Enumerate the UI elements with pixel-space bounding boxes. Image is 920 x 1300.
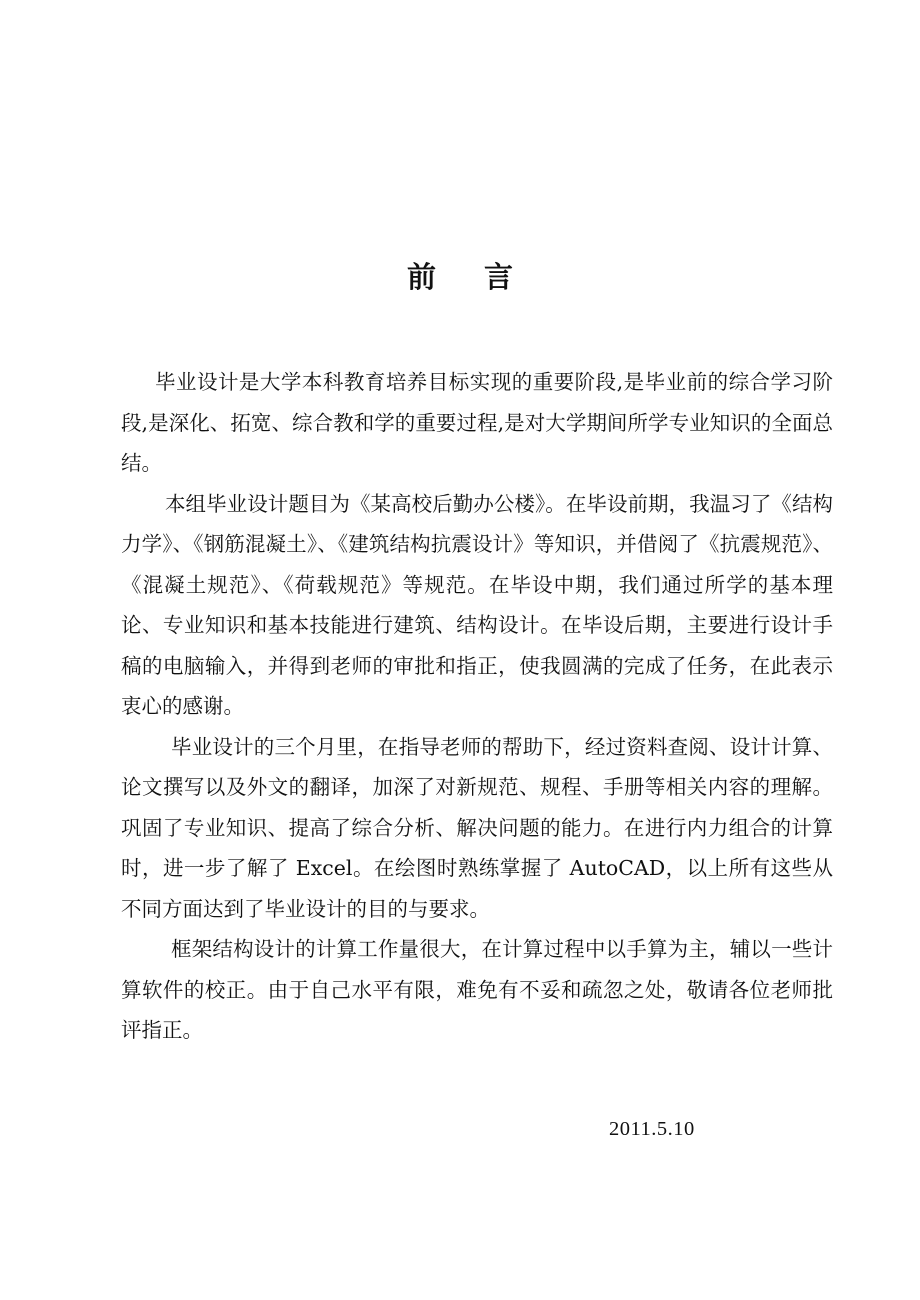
document-body <box>121 362 833 1051</box>
paragraph-3: 毕业设计的三个月里，在指导老师的帮助下，经过资料查阅、设计计算、论文撰写以及外文的翻译，加深了对新规范、规程、手册等相关内容的理解。巩固了专业知识、提高了综合分析、解决问题的能力。在进行内力组合的计算时，进一步了解了 Excel。在绘图时熟练掌握了 AutoCAD，以上所有这些从不同方面达到了毕业设计的目的与要求。 <box>121 734 833 921</box>
paragraph-1: 毕业设计是大学本科教育培养目标实现的重要阶段,是毕业前的综合学习阶段,是深化、拓宽、综合教和学的重要过程,是对大学期间所学专业知识的全面总结。 <box>121 370 833 475</box>
document-title: 前言 <box>406 260 561 294</box>
paragraph-4: 框架结构设计的计算工作量很大，在计算过程中以手算为主，辅以一些计算软件的校正。由于自己水平有限，难免有不妥和疏忽之处，敬请各位老师批评指正。 <box>121 937 833 1042</box>
paragraph-2: 本组毕业设计题目为《某高校后勤办公楼》。在毕设前期，我温习了《结构力学》、《钢筋混凝土》、《建筑结构抗震设计》等知识，并借阅了《抗震规范》、《混凝土规范》、《荷载规范》等规范。在毕设中期，我们通过所学的基本理论、专业知识和基本技能进行建筑、结构设计。在毕设后期，主要进行设计手稿的电脑输入，并得到老师的审批和指正，使我圆满的完成了任务，在此表示衷心的感谢。 <box>121 491 833 718</box>
document-date: 2011.5.10 <box>609 1118 695 1140</box>
